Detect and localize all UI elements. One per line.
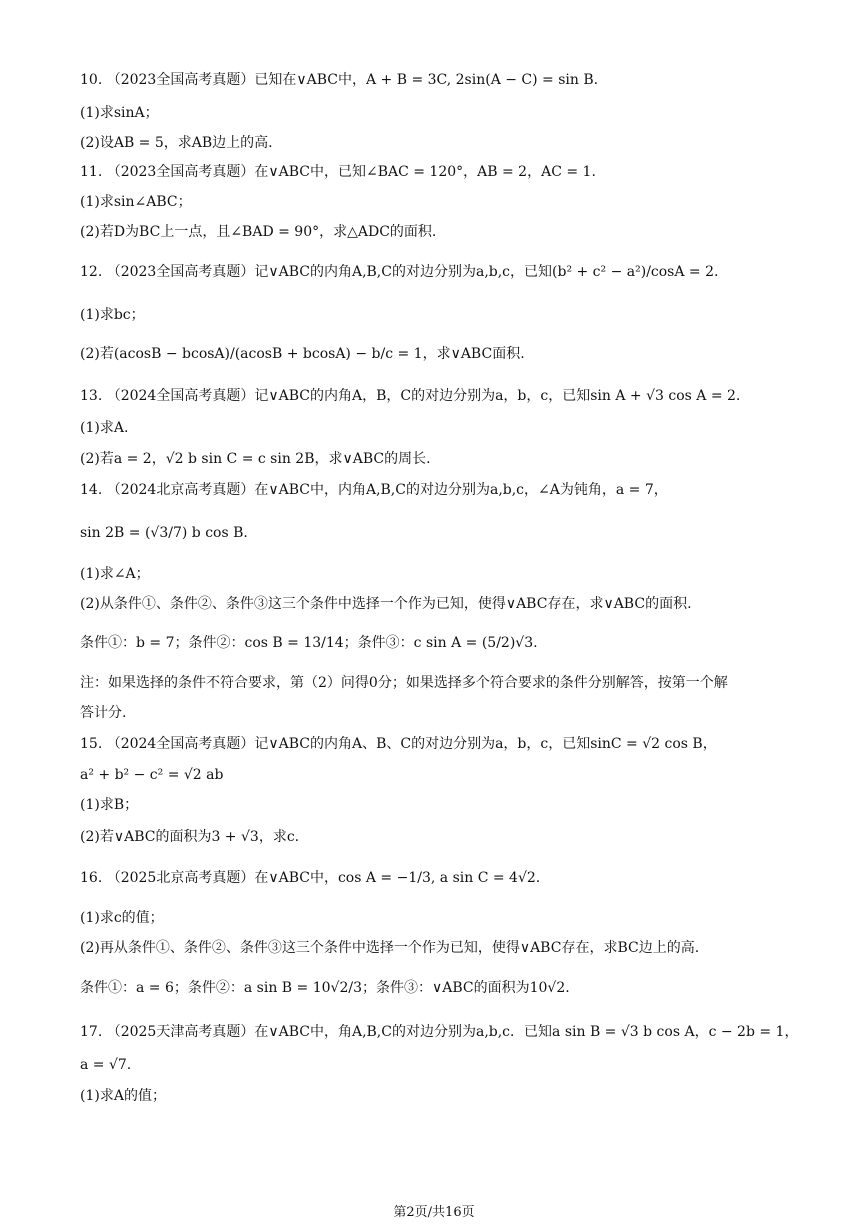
problem-line: (2)若(acosB − bcosA)/(acosB + bcosA) − b/c = 1，求∨ABC面积. [80, 346, 525, 362]
problem-line: (2)若a = 2，√2 b sin C = c sin 2B，求∨ABC的周长. [80, 451, 431, 467]
problem-line: (1)求A. [80, 420, 129, 436]
problem-line: (1)求sinA； [80, 105, 159, 121]
problem-line: 13. （2024全国高考真题）记∨ABC的内角A，B，C的对边分别为a，b，c，已知sin A + √3 cos A = 2. [80, 388, 741, 404]
problem-line: (1)求A的值； [80, 1088, 166, 1104]
problem-line: 条件①：a = 6；条件②：a sin B = 10√2/3；条件③：∨ABC的面积为10√2. [80, 980, 570, 996]
problem-line: sin 2B = (√3/7) b cos B. [80, 525, 248, 541]
problem-line: 14. （2024北京高考真题）在∨ABC中，内角A,B,C的对边分别为a,b,c，∠A为钝角，a = 7， [80, 482, 668, 498]
problem-line: (1)求∠A； [80, 566, 150, 582]
problem-line: (2)设AB = 5，求AB边上的高. [80, 135, 273, 151]
page-footer: 第2页/共16页 [393, 1205, 475, 1220]
problem-line: 条件①：b = 7；条件②：cos B = 13/14；条件③：c sin A = (5/2)√3. [80, 635, 538, 651]
problem-line: 17. （2025天津高考真题）在∨ABC中，角A,B,C的对边分别为a,b,c．已知a sin B = √3 b cos A，c − 2b = 1， [80, 1024, 799, 1040]
problem-line: (2)再从条件①、条件②、条件③这三个条件中选择一个作为已知，使得∨ABC存在，求BC边上的高. [80, 940, 700, 956]
problem-line: a² + b² − c² = √2 ab [80, 767, 224, 783]
problem-line: (2)从条件①、条件②、条件③这三个条件中选择一个作为已知，使得∨ABC存在，求∨ABC的面积. [80, 596, 692, 612]
problem-line: (2)若D为BC上一点，且∠BAD = 90°，求△ADC的面积. [80, 224, 437, 240]
problem-line: 注：如果选择的条件不符合要求，第（2）问得0分；如果选择多个符合要求的条件分别解答，按第一个解 [80, 675, 728, 691]
problem-line: 答计分. [80, 705, 127, 721]
problem-line: (1)求B； [80, 797, 139, 813]
problem-line: (1)求sin∠ABC； [80, 194, 192, 210]
problem-line: (2)若∨ABC的面积为3 + √3，求c. [80, 829, 300, 845]
problem-line: 10. （2023全国高考真题）已知在∨ABC中，A + B = 3C, 2sin(A − C) = sin B. [80, 72, 599, 88]
problem-line: (1)求bc； [80, 307, 145, 323]
problem-line: 15. （2024全国高考真题）记∨ABC的内角A、B、C的对边分别为a，b，c，已知sinC = √2 cos B， [80, 736, 717, 752]
problem-line: 11. （2023全国高考真题）在∨ABC中，已知∠BAC = 120°，AB = 2，AC = 1. [80, 164, 596, 180]
problem-line: a = √7. [80, 1057, 132, 1073]
problem-line: 12. （2023全国高考真题）记∨ABC的内角A,B,C的对边分别为a,b,c，已知(b² + c² − a²)/cosA = 2. [80, 264, 719, 280]
problem-line: (1)求c的值； [80, 910, 164, 926]
problem-line: 16. （2025北京高考真题）在∨ABC中，cos A = −1/3, a sin C = 4√2. [80, 870, 541, 886]
